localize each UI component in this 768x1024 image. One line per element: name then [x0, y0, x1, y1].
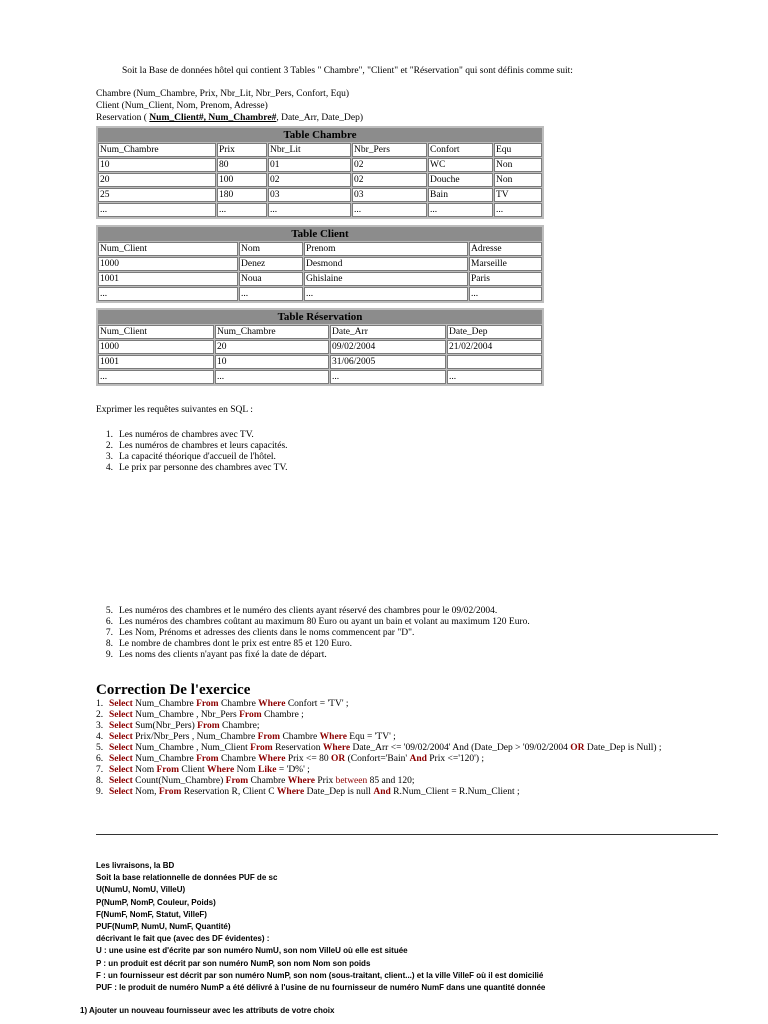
table-cell: ... [217, 203, 267, 217]
text-line: P(NumP, NomP, Couleur, Poids) [96, 897, 216, 907]
table-cell: ... [215, 370, 329, 384]
table-cell: Douche [428, 173, 493, 187]
question-text: Le prix par personne des chambres avec TV. [119, 463, 288, 473]
sql-text: Nom [234, 765, 259, 775]
text-line: PUF(NumP, NumU, NumF, Quantité) [96, 922, 231, 932]
text-line: F : un fournisseur est décrit par son numéro NumP, son nom (sous-traitant, client...) et la ville VilleF où il est domicilié [96, 970, 544, 980]
table-cell: 100 [217, 173, 267, 187]
table-chambre-title: Table Chambre [98, 128, 542, 142]
sql-keyword: between [335, 776, 368, 786]
second-exercise [96, 860, 545, 994]
table-cell: ... [494, 203, 542, 217]
sql-text: Date_Arr <= '09/02/2004' And (Date_Dep > '09/02/2004 [350, 743, 571, 753]
correction-line [96, 721, 662, 732]
table-cell: ... [447, 370, 542, 384]
table-reservation [96, 308, 544, 386]
sql-keyword: Select [109, 754, 133, 764]
sql-keyword: Where [207, 765, 235, 775]
table-cell: 80 [217, 158, 267, 172]
sql-text: Sum(Nbr_Pers) [132, 721, 198, 731]
table-cell: 01 [268, 158, 351, 172]
sql-keyword: OR [570, 743, 585, 753]
table-row [98, 203, 542, 217]
line-number: 1. [96, 699, 104, 709]
sql-keyword: Like [258, 765, 277, 775]
text-line: Soit la base relationnelle de données PUF de sc [96, 873, 278, 883]
line-number: 8. [96, 776, 104, 786]
sql-keyword: Select [109, 765, 133, 775]
table-cell: Desmond [304, 257, 468, 271]
sql-text: Num_Chambre , Num_Client [132, 743, 251, 753]
table-client [96, 225, 544, 303]
sql-keyword: Select [109, 710, 133, 720]
text-line: P : un produit est décrit par son numéro NumP, son nom Nom son poids [96, 958, 371, 968]
table-header-cell: Nom [239, 242, 303, 256]
line-number: 7. [96, 765, 104, 775]
question-text: Le nombre de chambres dont le prix est entre 85 et 120 Euro. [119, 639, 352, 649]
table-cell: ... [98, 287, 238, 301]
table-row [98, 287, 542, 301]
divider [96, 834, 718, 835]
list-item: 5. Les numéros des chambres et le numéro des clients ayant réservé des chambres pour le 09/02/2004. [105, 606, 498, 616]
table-cell: Marseille [469, 257, 542, 271]
table-header-cell: Confort [428, 143, 493, 157]
sql-keyword: From [196, 754, 219, 764]
table-cell [447, 355, 542, 369]
table-header-cell: Num_Chambre [215, 325, 329, 339]
sql-keyword: Where [258, 754, 286, 764]
sql-keyword: Select [109, 787, 133, 797]
table-row [98, 173, 542, 187]
table-header-cell: Num_Chambre [98, 143, 216, 157]
correction-line [96, 710, 662, 721]
table-header-cell: Num_Client [98, 325, 214, 339]
second-question: 1) Ajouter un nouveau fournisseur avec les attributs de votre choix [80, 1006, 335, 1015]
sql-text: R.Num_Client = R.Num_Client ; [390, 787, 520, 797]
questions-list-a [96, 430, 288, 474]
question-text: Les numéros des chambres et le numéro des clients ayant réservé des chambres pour le 09/02/2004. [119, 606, 498, 616]
table-row [98, 272, 542, 286]
table-header-cell: Nbr_Pers [352, 143, 427, 157]
text-line: Les livraisons, la BD [96, 861, 175, 870]
table-cell: 02 [352, 173, 427, 187]
sql-keyword: OR [331, 754, 346, 764]
table-cell: 25 [98, 188, 216, 202]
sql-text: Chambre ; [261, 710, 304, 720]
intro-text: Soit la Base de données hôtel qui contient 3 Tables " Chambre", "Client" et "Réservation" qui sont définis comme suit: [122, 66, 573, 76]
list-item: 6. Les numéros des chambres coûtant au maximum 80 Euro ou ayant un bain et volant au maximum 120 Euro. [105, 617, 530, 627]
list-item: 3. La capacité théorique d'accueil de l'hôtel. [105, 452, 276, 462]
table-row [98, 355, 542, 369]
schema-reservation-prefix: Reservation ( [96, 113, 147, 123]
table-row [98, 188, 542, 202]
table-row [98, 340, 542, 354]
sql-text: Prix [315, 776, 336, 786]
sql-text: Chambre [218, 699, 259, 709]
sql-text: Nom, [132, 787, 159, 797]
table-cell: ... [330, 370, 446, 384]
sql-keyword: Where [258, 699, 286, 709]
table-cell: Non [494, 173, 542, 187]
sql-text: Date_Dep is Null) ; [584, 743, 662, 753]
table-cell: ... [239, 287, 303, 301]
text-line: U(NumU, NomU, VilleU) [96, 885, 186, 895]
table-cell: 10 [215, 355, 329, 369]
sql-keyword: Where [319, 732, 347, 742]
table-header-cell: Date_Arr [330, 325, 446, 339]
sql-keyword: From [250, 743, 273, 753]
correction-line [96, 699, 662, 710]
sql-text: Prix <= 80 [285, 754, 331, 764]
sql-keyword: Select [109, 743, 133, 753]
table-cell: ... [304, 287, 468, 301]
table-cell: 180 [217, 188, 267, 202]
sql-keyword: From [257, 732, 281, 742]
schema-reservation-suffix: , Date_Arr, Date_Dep) [276, 113, 363, 123]
list-item: 2. Les numéros de chambres et leurs capacités. [105, 441, 288, 451]
list-item: 7. Les Nom, Prénoms et adresses des clients dans le noms commencent par "D". [105, 628, 415, 638]
question-text: Les Nom, Prénoms et adresses des clients dans le noms commencent par "D". [119, 628, 415, 638]
table-cell: 1000 [98, 257, 238, 271]
table-cell: 02 [352, 158, 427, 172]
table-cell: ... [352, 203, 427, 217]
table-reservation-title: Table Réservation [98, 310, 542, 324]
sql-keyword: Select [109, 776, 133, 786]
sql-text: (Confort='Bain' [345, 754, 410, 764]
sql-text: Prix <='120') ; [426, 754, 485, 764]
table-cell: Noua [239, 272, 303, 286]
sql-keyword: Select [109, 721, 133, 731]
list-item: 4. Le prix par personne des chambres avec TV. [105, 463, 288, 473]
line-number: 5. [96, 743, 104, 753]
table-header-cell: Date_Dep [447, 325, 542, 339]
table-cell: ... [428, 203, 493, 217]
sql-text: Equ = 'TV' ; [346, 732, 396, 742]
sql-keyword: Select [109, 732, 133, 742]
correction-line [96, 743, 662, 754]
table-row [98, 257, 542, 271]
table-cell: 21/02/2004 [447, 340, 542, 354]
sql-keyword: Where [276, 787, 305, 797]
schema-chambre: Chambre (Num_Chambre, Prix, Nbr_Lit, Nbr_Pers, Confort, Equ) [96, 89, 350, 99]
table-cell: Ghislaine [304, 272, 468, 286]
table-cell: Non [494, 158, 542, 172]
table-header-cell: Adresse [469, 242, 542, 256]
table-cell: 02 [268, 173, 351, 187]
correction-title: Correction De l'exercice [96, 682, 251, 698]
sql-text: Chambre [218, 754, 259, 764]
line-number: 6. [96, 754, 104, 764]
sql-keyword: From [197, 721, 220, 731]
sql-text: = 'D%' ; [276, 765, 310, 775]
table-header-cell: Prenom [304, 242, 468, 256]
table-cell: 20 [98, 173, 216, 187]
question-text: Les noms des clients n'ayant pas fixé la date de départ. [119, 650, 327, 660]
correction-line [96, 754, 662, 765]
text-line: PUF : le produit de numéro NumP a été délivré à l'usine de nu fournisseur de numéro NumF dans une quantité donnée [96, 983, 546, 993]
table-cell: 1001 [98, 355, 214, 369]
table-cell: ... [98, 370, 214, 384]
line-number: 2. [96, 710, 104, 720]
sql-text: Num_Chambre [132, 699, 197, 709]
schema-reservation-keys: Num_Client#, Num_Chambre# [149, 113, 277, 123]
table-cell: 20 [215, 340, 329, 354]
text-line: F(NumF, NomF, Statut, VilleF) [96, 909, 207, 919]
table-cell: TV [494, 188, 542, 202]
questions-intro: Exprimer les requêtes suivantes en SQL : [96, 405, 253, 415]
table-row [98, 370, 542, 384]
sql-text: 85 and 120; [367, 776, 415, 786]
question-text: La capacité théorique d'accueil de l'hôtel. [119, 452, 276, 462]
sql-text: Confort = 'TV' ; [285, 699, 349, 709]
table-cell: 31/06/2005 [330, 355, 446, 369]
sql-text: Nom [132, 765, 157, 775]
question-text: Les numéros des chambres coûtant au maximum 80 Euro ou ayant un bain et volant au maximum 120 Euro. [119, 617, 530, 627]
table-cell: Paris [469, 272, 542, 286]
table-client-title: Table Client [98, 227, 542, 241]
table-cell: 1000 [98, 340, 214, 354]
correction-line [96, 732, 662, 743]
table-cell: Bain [428, 188, 493, 202]
question-text: Les numéros de chambres avec TV. [119, 430, 254, 440]
table-cell: 03 [352, 188, 427, 202]
list-item: 9. Les noms des clients n'ayant pas fixé la date de départ. [105, 650, 327, 660]
sql-text: Date_Dep is null [304, 787, 374, 797]
table-cell: ... [98, 203, 216, 217]
table-cell: ... [268, 203, 351, 217]
table-header-cell: Nbr_Lit [268, 143, 351, 157]
table-header-cell: Num_Client [98, 242, 238, 256]
line-number: 3. [96, 721, 104, 731]
table-cell: WC [428, 158, 493, 172]
table-chambre [96, 126, 544, 219]
sql-keyword: And [409, 754, 427, 764]
sql-text: Num_Chambre , Nbr_Pers [132, 710, 240, 720]
sql-text: Num_Chambre [132, 754, 197, 764]
questions-list-b [96, 606, 530, 661]
sql-keyword: Where [287, 776, 315, 786]
table-cell: 09/02/2004 [330, 340, 446, 354]
sql-text: Chambre [280, 732, 320, 742]
sql-keyword: Where [322, 743, 351, 753]
sql-keyword: And [373, 787, 391, 797]
sql-text: Chambre [248, 776, 288, 786]
sql-text: Count(Num_Chambre) [132, 776, 226, 786]
text-line: U : une usine est d'écrite par son numéro NumU, son nom VilleU où elle est située [96, 946, 408, 956]
sql-text: Client [179, 765, 207, 775]
table-header-cell: Prix [217, 143, 267, 157]
sql-keyword: From [158, 787, 182, 797]
line-number: 9. [96, 787, 104, 797]
sql-keyword: From [239, 710, 262, 720]
text-line: décrivant le fait que (avec des DF évidentes) : [96, 934, 270, 944]
sql-keyword: From [225, 776, 249, 786]
correction-line [96, 765, 662, 776]
table-header-cell: Equ [494, 143, 542, 157]
list-item: 8. Le nombre de chambres dont le prix est entre 85 et 120 Euro. [105, 639, 352, 649]
correction-line [96, 776, 662, 787]
table-cell: 03 [268, 188, 351, 202]
list-item: 1. Les numéros de chambres avec TV. [105, 430, 254, 440]
sql-text: Chambre; [219, 721, 260, 731]
sql-text: Reservation [272, 743, 323, 753]
table-cell: 10 [98, 158, 216, 172]
correction-line [96, 787, 662, 798]
table-cell: Denez [239, 257, 303, 271]
sql-text: Reservation R, Client C [181, 787, 277, 797]
table-cell: 1001 [98, 272, 238, 286]
question-text: Les numéros de chambres et leurs capacités. [119, 441, 288, 451]
table-cell: ... [469, 287, 542, 301]
correction-list [96, 699, 662, 798]
table-row [98, 158, 542, 172]
sql-keyword: From [196, 699, 219, 709]
sql-keyword: Select [109, 699, 133, 709]
schema-reservation [96, 113, 363, 124]
sql-text: Prix/Nbr_Pers , Num_Chambre [132, 732, 258, 742]
sql-keyword: From [156, 765, 180, 775]
schema-client: Client (Num_Client, Nom, Prenom, Adresse) [96, 101, 268, 111]
line-number: 4. [96, 732, 104, 742]
